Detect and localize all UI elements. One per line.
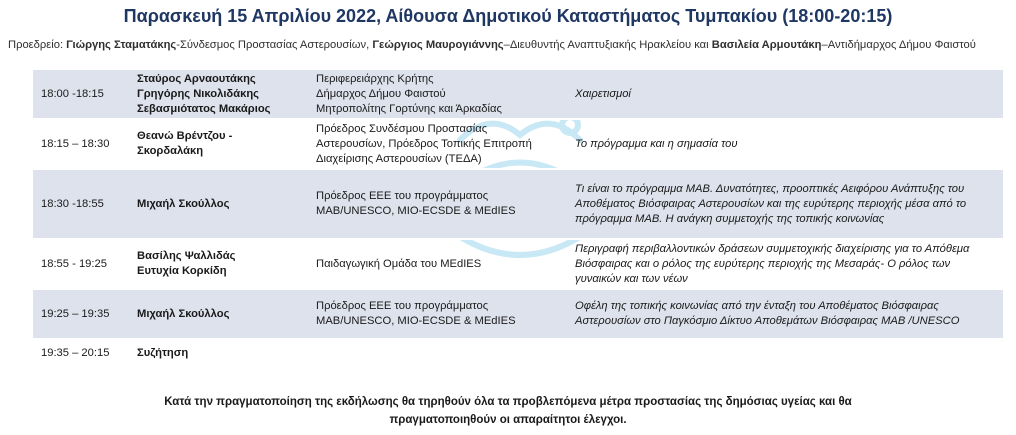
role-cell <box>308 340 567 366</box>
presidium-member-role: -Σύνδεσμος Προστασίας Αστερουσίων, <box>176 39 373 51</box>
speaker-name: Σεβασμιότατος Μακάριος <box>137 102 271 115</box>
schedule-table <box>33 70 1003 366</box>
time-cell: 18:15 – 18:30 <box>41 137 110 150</box>
speaker-name: Βασίλης Ψαλλιδάς <box>137 250 236 262</box>
speaker-cell <box>129 70 308 118</box>
footer-line: Κατά την πραγματοποίηση της εκδήλωσης θα τηρηθούν όλα τα προβλεπόμενα μέτρα προστασίας της δημόσιας υγείας και θα <box>164 396 852 408</box>
role-line: Πρόεδρος ΕΕΕ του προγράμματος <box>316 190 489 202</box>
role-line: Δήμαρχος Δήμου Φαιστού <box>316 87 446 100</box>
role-line: Αστερουσίων, Πρόεδρος Τοπικής Επιτροπή <box>316 137 532 150</box>
role-cell <box>308 120 567 168</box>
topic-cell <box>567 340 1003 366</box>
topic-cell: Τι είναι το πρόγραμμα ΜΑΒ. Δυνατότητες, προοπτικές Αειφόρου Ανάπτυξης του Αποθέματος Βιόσφαιρας Αστερουσίων και της ευρύτερης περιοχής μέσα από το πρόγραμμα ΜΑΒ. Η ανάγκη συμμετοχής της τοπικής κοινωνίας <box>567 170 1003 238</box>
role-cell <box>308 70 567 118</box>
speaker-name: Σκορδαλάκη <box>137 145 204 157</box>
topic-cell: Οφέλη της τοπικής κοινωνίας από την ένταξη του Αποθέματος Βιόσφαιρας Αστερουσίων στο Παγκόσμιο Δίκτυο Αποθεμάτων Βιόσφαιρας ΜΑΒ /UNESCO <box>567 290 1003 338</box>
role-line: MAB/UNESCO, MIO-ECSDE & MEdIES <box>316 205 516 217</box>
presidium-member-role: –Διευθυντής Αναπτυξιακής Ηρακλείου και <box>503 39 712 51</box>
topic-cell: Χαιρετισμοί <box>567 70 1003 118</box>
presidium-member-name: Γεώργιος Μαυρογιάννης <box>372 39 504 51</box>
role-line: Πρόεδρος ΕΕΕ του προγράμματος <box>316 300 489 312</box>
speaker-name: Ευτυχία Κορκίδη <box>137 265 227 277</box>
role-line: Περιφερειάρχης Κρήτης <box>316 72 434 85</box>
schedule-row <box>33 240 1003 288</box>
speaker-cell <box>129 240 308 288</box>
topic-cell: Το πρόγραμμα και η σημασία του <box>575 137 738 150</box>
schedule-row <box>33 70 1003 118</box>
speaker-cell <box>129 170 308 238</box>
role-line: Παιδαγωγική Ομάδα του MEdIES <box>316 257 482 270</box>
footer-line: πραγματοποιηθούν οι απαραίτητοι έλεγχοι. <box>389 414 627 426</box>
presidium-member-name: Γιώργης Σταματάκης <box>66 39 177 51</box>
speaker-name: Συζήτηση <box>137 346 189 359</box>
speaker-name: Γρηγόρης Νικολιδάκης <box>137 87 259 100</box>
role-line: Πρόεδρος Συνδέσμου Προστασίας <box>316 122 488 135</box>
schedule-row <box>33 120 1003 168</box>
role-cell <box>308 290 567 338</box>
presidium-member-name: Βασιλεία Αρμουτάκη <box>711 39 822 51</box>
topic-cell: Περιγραφή περιβαλλοντικών δράσεων συμμετοχικής διαχείρισης για το Απόθεμα Βιόσφαιρας και ο ρόλος της ευρύτερης περιοχής της Μεσαράς- Ο ρόλος των γυναικών και των νέων <box>575 242 970 285</box>
speaker-name: Μιχαήλ Σκούλλος <box>137 197 230 210</box>
presidium-member-role: –Αντιδήμαρχος Δήμου Φαιστού <box>821 39 976 51</box>
role-line: Διαχείρισης Αστερουσίων (ΤΕΔΑ) <box>316 152 482 165</box>
role-cell <box>308 170 567 238</box>
footer-note <box>0 393 1016 429</box>
page-title: Παρασκευή 15 Απριλίου 2022, Αίθουσα Δημοτικού Καταστήματος Τυμπακίου (18:00-20:15) <box>123 6 893 26</box>
role-line: Μητροπολίτης Γορτύνης και Άρκαδίας <box>316 102 502 115</box>
speaker-name: Σταύρος Αρναουτάκης <box>137 72 256 85</box>
role-cell <box>308 240 567 288</box>
time-cell: 19:35 – 20:15 <box>41 346 110 359</box>
speaker-cell <box>129 290 308 338</box>
presidium-label: Προεδρείο: <box>8 39 67 51</box>
speaker-name: Θεανώ Βρέντζου - <box>137 130 233 142</box>
speaker-name: Μιχαήλ Σκούλλος <box>137 307 230 320</box>
schedule-row <box>33 340 1003 366</box>
schedule-row <box>33 170 1003 238</box>
schedule-row <box>33 290 1003 338</box>
time-cell: 18:00 -18:15 <box>33 70 129 118</box>
time-cell: 19:25 – 19:35 <box>33 290 129 338</box>
speaker-cell <box>129 120 308 168</box>
time-cell: 18:55 - 19:25 <box>41 257 107 270</box>
presidium-line <box>8 38 998 53</box>
speaker-cell <box>129 340 308 366</box>
role-line: MAB/UNESCO, MIO-ECSDE & MEdIES <box>316 315 516 327</box>
time-cell: 18:30 -18:55 <box>33 170 129 238</box>
